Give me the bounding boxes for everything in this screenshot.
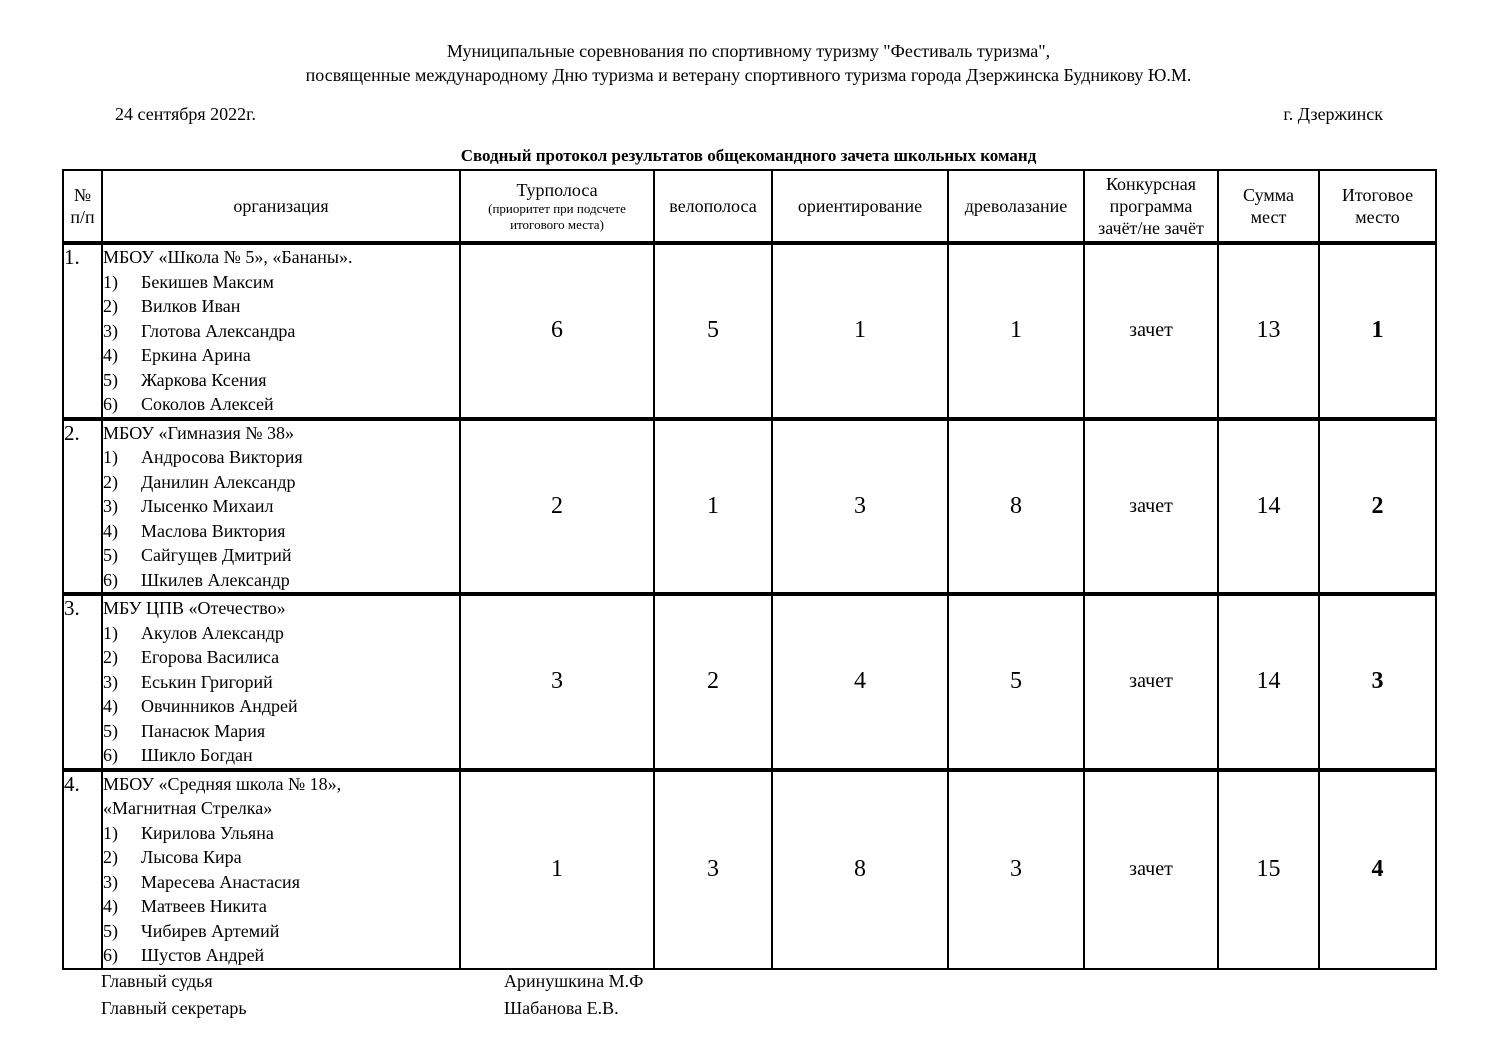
list-item (103, 470, 459, 495)
team-number: 1. (63, 243, 102, 419)
member-index: 3) (103, 671, 118, 692)
member-index: 4) (103, 696, 118, 716)
org-name: МБОУ «Школа № 5», «Бананы». (103, 247, 353, 267)
list-item (103, 670, 459, 695)
list-item (103, 270, 459, 295)
turpolosa-place: 3 (460, 594, 654, 770)
drevo-place: 1 (948, 243, 1084, 419)
drevo-place: 5 (948, 594, 1084, 770)
list-item (103, 319, 459, 344)
turpolosa-place: 1 (460, 770, 654, 969)
member-name: Маресева Анастасия (141, 871, 300, 892)
member-index: 5) (103, 720, 118, 741)
member-index: 2) (103, 647, 118, 667)
member-index: 5) (103, 920, 118, 941)
member-name: Еркина Арина (141, 345, 251, 365)
event-date: 24 сентября 2022г. (115, 104, 257, 124)
list-item (103, 621, 459, 646)
member-name: Матвеев Никита (141, 896, 267, 916)
member-name: Шустов Андрей (141, 945, 265, 965)
member-name: Маслова Виктория (141, 520, 286, 541)
member-name: Лысенко Михаил (141, 496, 274, 516)
list-item (103, 870, 459, 895)
list-item (103, 519, 459, 544)
drevo-place: 3 (948, 770, 1084, 969)
sum-of-places: 14 (1218, 594, 1319, 770)
member-list (103, 270, 459, 417)
member-name: Шкилев Александр (141, 569, 290, 590)
header-line-2: посвященные международному Дню туризма и ветерану спортивного туризма города Дзержинска Будникову Ю.М. (305, 65, 1192, 85)
orient-place: 3 (772, 419, 948, 595)
member-index: 2) (103, 847, 118, 867)
member-index: 6) (103, 745, 118, 765)
col-final-header: Итоговое место (1319, 170, 1436, 243)
col-summa-header: Сумма мест (1218, 170, 1319, 243)
header-row (63, 170, 1436, 243)
member-index: 1) (103, 622, 118, 643)
list-item (103, 368, 459, 393)
list-item (103, 919, 459, 944)
team-number: 4. (63, 770, 102, 969)
drevo-place: 8 (948, 419, 1084, 595)
list-item (103, 845, 459, 870)
member-index: 6) (103, 569, 118, 590)
member-name: Кирилова Ульяна (141, 822, 274, 843)
org-name: МБОУ «Средняя школа № 18», (103, 773, 342, 794)
team-organization (102, 419, 460, 595)
chief-judge-label: Главный судья (101, 971, 213, 991)
turpolosa-place: 2 (460, 419, 654, 595)
member-index: 1) (103, 447, 118, 467)
col-drevo-header: древолазание (948, 170, 1084, 243)
org-name-cont: «Магнитная Стрелка» (103, 798, 273, 818)
member-index: 3) (103, 871, 118, 892)
team-number: 2. (63, 419, 102, 595)
member-name: Еськин Григорий (141, 671, 273, 692)
member-index: 2) (103, 296, 118, 316)
team-organization (102, 594, 460, 770)
member-index: 1) (103, 271, 118, 292)
event-city: г. Дзержинск (1283, 104, 1383, 124)
protocol-title: Сводный протокол результатов общекомандного зачета школьных команд (460, 146, 1037, 165)
orient-place: 4 (772, 594, 948, 770)
turpolosa-note: (приоритет при подсчете итогового места) (488, 201, 626, 232)
member-index: 4) (103, 345, 118, 365)
table-row (63, 419, 1436, 595)
list-item (103, 445, 459, 470)
member-index: 3) (103, 320, 118, 341)
member-list (103, 445, 459, 592)
list-item (103, 343, 459, 368)
member-index: 1) (103, 822, 118, 843)
list-item (103, 494, 459, 519)
member-name: Жаркова Ксения (141, 369, 267, 390)
konkurs-result: зачет (1084, 770, 1218, 969)
org-name: МБОУ «Гимназия № 38» (103, 422, 295, 443)
orient-place: 8 (772, 770, 948, 969)
list-item (103, 694, 459, 719)
turpolosa-place: 6 (460, 243, 654, 419)
team-organization (102, 770, 460, 969)
sum-of-places: 14 (1218, 419, 1319, 595)
sum-of-places: 15 (1218, 770, 1319, 969)
orient-place: 1 (772, 243, 948, 419)
member-name: Вилков Иван (141, 296, 241, 316)
chief-secretary-label: Главный секретарь (101, 998, 247, 1018)
member-name: Акулов Александр (141, 622, 284, 643)
member-index: 2) (103, 471, 118, 492)
member-name: Глотова Александра (141, 320, 296, 341)
member-index: 3) (103, 496, 118, 516)
chief-secretary-name: Шабанова Е.В. (504, 998, 619, 1018)
velopolosa-place: 2 (654, 594, 772, 770)
team-number: 3. (63, 594, 102, 770)
list-item (103, 821, 459, 846)
member-name: Данилин Александр (141, 471, 296, 492)
member-index: 5) (103, 545, 118, 565)
org-name: МБУ ЦПВ «Отечество» (103, 598, 286, 618)
member-index: 4) (103, 520, 118, 541)
table-row (63, 770, 1436, 969)
member-name: Бекишев Максим (141, 271, 274, 292)
final-place: 4 (1319, 770, 1436, 969)
member-name: Лысова Кира (141, 847, 242, 867)
member-index: 5) (103, 369, 118, 390)
list-item (103, 294, 459, 319)
member-index: 6) (103, 945, 118, 965)
sum-of-places: 13 (1218, 243, 1319, 419)
col-org-header: организация (102, 170, 460, 243)
list-item (103, 645, 459, 670)
velopolosa-place: 1 (654, 419, 772, 595)
col-konkurs-header: Конкурсная программа зачёт/не зачёт (1084, 170, 1218, 243)
member-list (103, 821, 459, 968)
list-item (103, 392, 459, 417)
list-item (103, 894, 459, 919)
col-velopolosa-header: велополоса (654, 170, 772, 243)
table-row (63, 594, 1436, 770)
member-name: Панасюк Мария (141, 720, 266, 741)
member-name: Овчинников Андрей (141, 696, 298, 716)
final-place: 2 (1319, 419, 1436, 595)
final-place: 1 (1319, 243, 1436, 419)
results-table (62, 169, 1437, 970)
member-list (103, 621, 459, 768)
list-item (103, 543, 459, 568)
member-name: Чибирев Артемий (141, 920, 280, 941)
velopolosa-place: 5 (654, 243, 772, 419)
list-item (103, 943, 459, 968)
list-item (103, 719, 459, 744)
list-item (103, 743, 459, 768)
member-index: 6) (103, 394, 118, 414)
col-orient-header: ориентирование (772, 170, 948, 243)
member-name: Шикло Богдан (141, 745, 253, 765)
konkurs-result: зачет (1084, 594, 1218, 770)
member-name: Соколов Алексей (141, 394, 274, 414)
member-index: 4) (103, 896, 118, 916)
header-line-1: Муниципальные соревнования по спортивному туризму "Фестиваль туризма", (446, 41, 1051, 61)
table-row (63, 243, 1436, 419)
chief-judge-name: Аринушкина М.Ф (504, 971, 644, 991)
list-item (103, 568, 459, 593)
team-organization (102, 243, 460, 419)
col-turpolosa-header: Турполоса (приоритет при подсчете итогового места) (460, 170, 654, 243)
velopolosa-place: 3 (654, 770, 772, 969)
member-name: Сайгущев Дмитрий (141, 545, 292, 565)
konkurs-result: зачет (1084, 419, 1218, 595)
member-name: Андросова Виктория (141, 447, 303, 467)
konkurs-result: зачет (1084, 243, 1218, 419)
col-num-header: № п/п (63, 170, 102, 243)
final-place: 3 (1319, 594, 1436, 770)
member-name: Егорова Василиса (141, 647, 280, 667)
